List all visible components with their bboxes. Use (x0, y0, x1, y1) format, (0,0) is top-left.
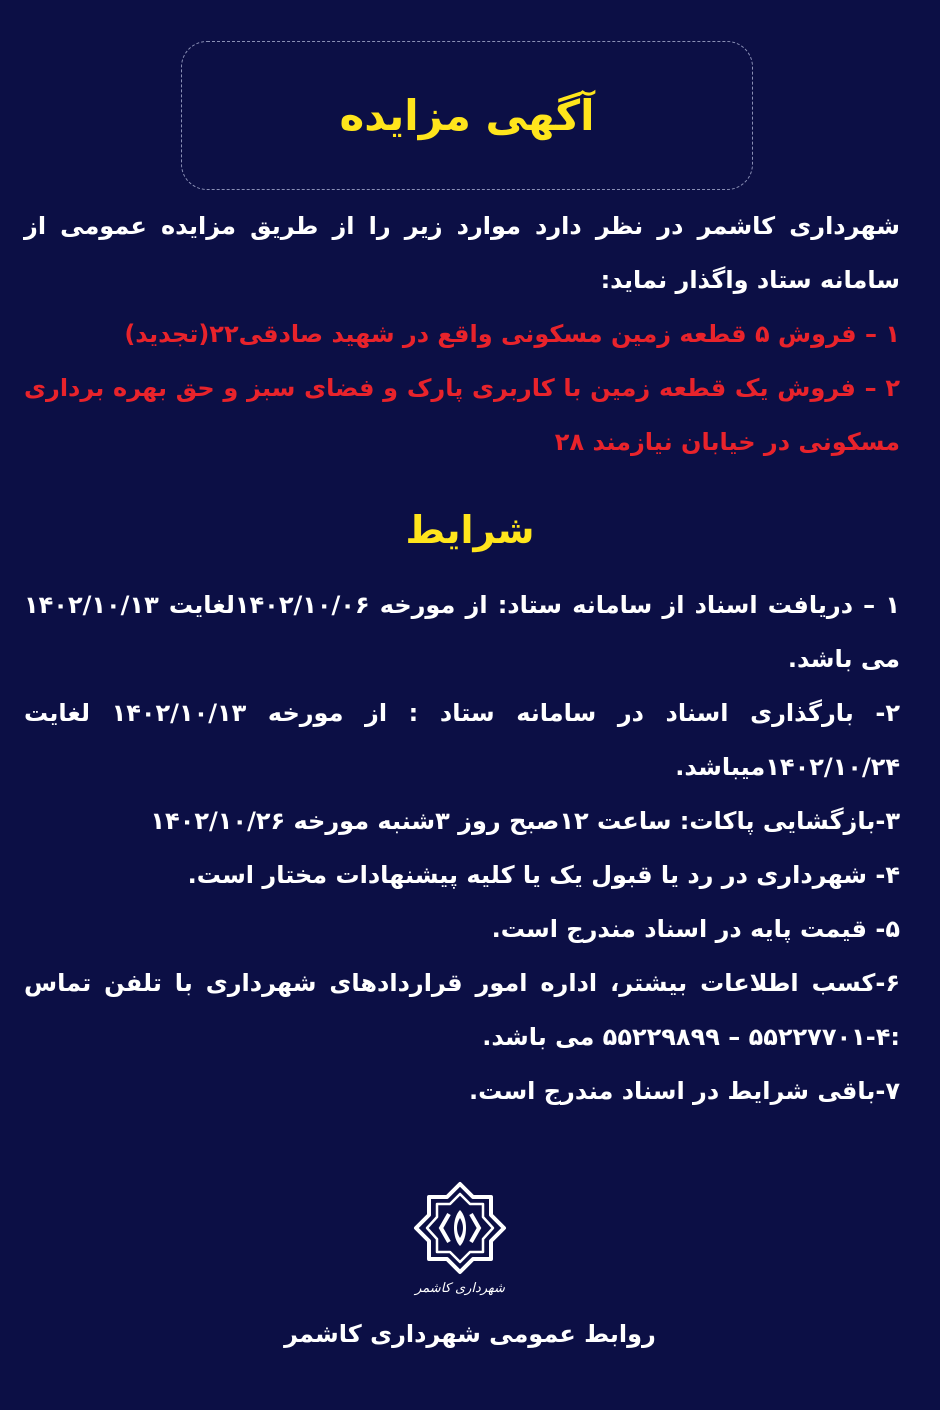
logo-caption: شهرداری کاشمر (415, 1281, 505, 1296)
auction-item-1: ۱ – فروش ۵ قطعه زمین مسکونی واقع در شهید صادقی۲۲(تجدید) (124, 320, 900, 348)
condition-item: ۲- بارگذاری اسناد در سامانه ستاد : از مورخه ۱۴۰۲/۱۰/۱۳ لغایت ۱۴۰۲/۱۰/۲۴میباشد. (24, 699, 900, 781)
condition-item: ۵- قیمت پایه در اسناد مندرج است. (491, 915, 900, 943)
conditions-heading: شرایط (405, 508, 535, 552)
kashmar-municipality-logo-icon (405, 1180, 515, 1304)
title-frame (181, 41, 753, 190)
page-title: آگهی مزایده (339, 91, 595, 140)
condition-item: ۶-کسب اطلاعات بیشتر، اداره امور قراردادهای شهرداری با تلفن تماس :۴-۵۵۲۲۷۷۰۱ – ۵۵۲۲۹۸۹۹ می باشد. (24, 969, 900, 1051)
conditions-list (24, 578, 900, 1118)
condition-item: ۳-بازگشایی پاکات: ساعت ۱۲صبح روز ۳شنبه مورخه ۱۴۰۲/۱۰/۲۶ (150, 807, 900, 835)
condition-item: ۱ – دریافت اسناد از سامانه ستاد: از مورخه ۱۴۰۲/۱۰/۰۶لغایت ۱۴۰۲/۱۰/۱۳ می باشد. (24, 591, 900, 673)
footer-text: روابط عمومی شهرداری کاشمر (284, 1320, 656, 1348)
intro-paragraph: شهرداری کاشمر در نظر دارد موارد زیر را از طریق مزایده عمومی از سامانه ستاد واگذار نماید: (24, 212, 900, 294)
condition-item: ۷-باقی شرایط در اسناد مندرج است. (469, 1077, 900, 1105)
auction-item-2: ۲ – فروش یک قطعه زمین با کاربری پارک و فضای سبز و حق بهره برداری مسکونی در خیابان نیازمند ۲۸ (24, 374, 900, 456)
condition-item: ۴- شهرداری در رد یا قبول یک یا کلیه پیشنهادات مختار است. (187, 861, 900, 889)
